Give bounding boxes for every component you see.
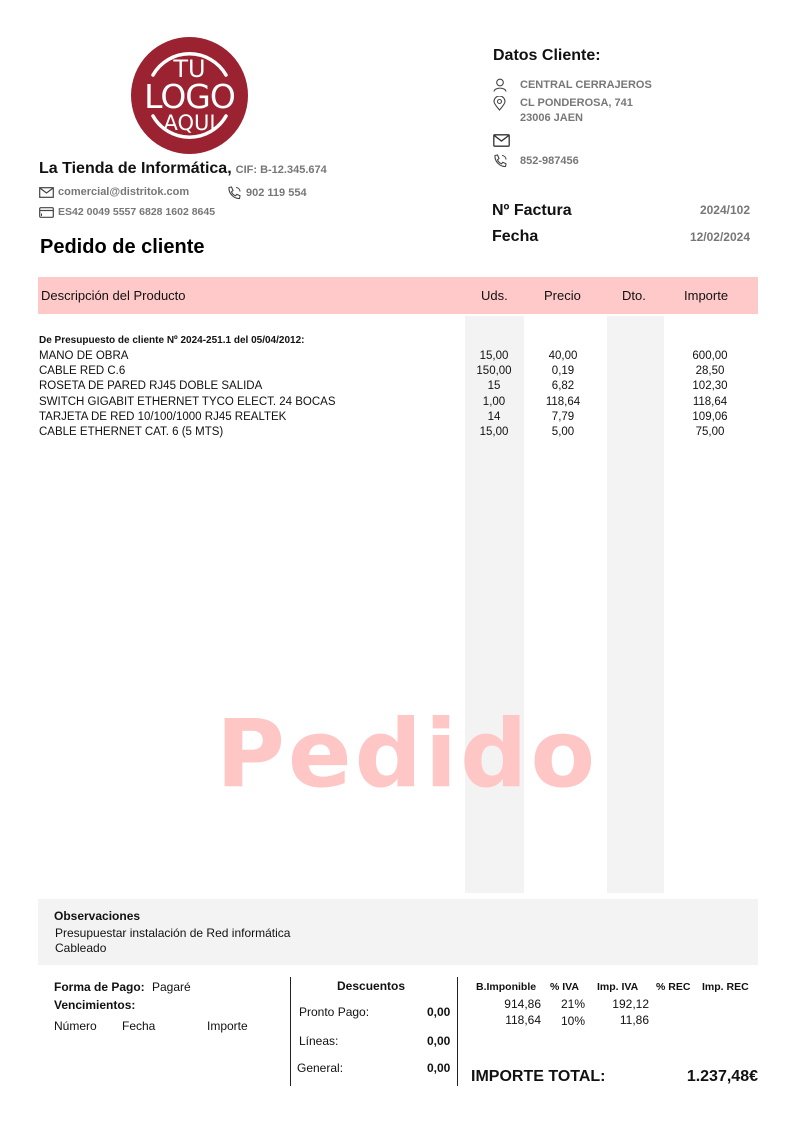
envelope-icon [493,134,510,147]
credit-card-icon [39,207,54,218]
row-amount: 75,00 [695,425,725,438]
tax-header-base: B.Imponible [476,981,537,993]
company-logo [131,37,248,154]
row-amount: 109,06 [692,410,728,423]
divider [290,977,291,1086]
tax-header-rec-amount: Imp. REC [702,981,749,993]
table-row [39,364,759,379]
company-iban [39,206,215,218]
company-phone[interactable] [227,186,307,200]
logo-text-line3: AQUI [163,111,216,135]
row-description: TARJETA DE RED 10/100/1000 RJ45 REALTEK [39,410,287,423]
tax-row-vat-pct: 21% [560,997,585,1011]
company-name [39,160,327,178]
client-phone: 852-987456 [520,155,579,167]
company-phone-text: 902 119 554 [246,187,307,199]
location-pin-icon [493,96,506,111]
phone-icon [227,186,242,200]
user-icon [493,78,507,92]
client-address-row [493,95,633,111]
table-header [38,277,758,314]
table-row [39,395,759,410]
discount-label-early-payment: Pronto Pago: [299,1005,370,1019]
date-label: Fecha [492,228,539,245]
row-price: 40,00 [548,350,578,362]
discount-value-general: 0,00 [427,1061,451,1075]
client-address-line1: CL PONDEROSA, 741 [520,97,633,109]
table-row [39,349,759,364]
table-row [39,425,759,440]
logo-text-line2: LOGO [144,77,235,116]
tax-row-vat-amount: 192,12 [612,997,649,1011]
row-price: 118,64 [545,395,581,408]
row-units: 150,00 [476,365,512,378]
discount-value-early-payment: 0,00 [427,1005,451,1019]
header-amount: Importe [684,288,729,303]
header-price: Precio [544,288,581,303]
tax-row-vat-pct: 10% [560,1014,585,1028]
row-units: 15 [487,380,501,393]
client-name-row [493,77,652,93]
row-description: CABLE RED C.6 [39,365,126,378]
row-description: CABLE ETHERNET CAT. 6 (5 MTS) [39,425,224,438]
tax-row-vat-amount: 11,86 [619,1013,649,1027]
header-description: Descripción del Producto [41,288,186,303]
discount-value-lines: 0,00 [427,1034,451,1048]
row-amount: 600,00 [692,350,728,362]
tax-row-base: 914,86 [504,997,541,1011]
row-description: SWITCH GIGABIT ETHERNET TYCO ELECT. 24 BOCAS [39,395,336,408]
invoice-date: 12/02/2024 [689,230,750,244]
row-amount: 118,64 [692,395,728,408]
row-price: 5,00 [551,425,575,438]
due-header-date: Fecha [122,1019,156,1033]
observation-line: Presupuestar instalación de Red informática [55,926,291,940]
total-value: 1.237,48€ [686,1068,758,1085]
tax-header-vat-amount: Imp. IVA [597,981,639,993]
invoice-number: 2024/102 [699,203,750,217]
due-header-number: Número [54,1019,97,1033]
row-units: 15,00 [479,350,509,362]
row-units: 14 [487,410,501,423]
row-description: MANO DE OBRA [39,350,129,362]
client-phone-row[interactable] [493,153,579,169]
tax-header-rec-pct: % REC [656,981,691,993]
company-email-text: comercial@distritok.com [58,186,190,198]
row-amount: 28,50 [695,365,725,378]
payment-method-label: Forma de Pago: [54,980,145,994]
row-price: 0,19 [551,365,575,378]
observation-line: Cableado [55,941,107,955]
client-section-title: Datos Cliente: [493,47,601,64]
due-dates-label: Vencimientos: [54,998,136,1012]
due-header-amount: Importe [207,1019,248,1033]
invoice-number-label: Nº Factura [492,202,572,219]
row-units: 15,00 [479,425,509,438]
tax-row-base: 118,64 [505,1013,541,1027]
row-price: 7,79 [551,410,575,423]
row-price: 6,82 [551,380,575,393]
table-body [39,349,759,440]
phone-icon [493,154,508,168]
row-amount: 102,30 [692,380,728,393]
row-description: ROSETA DE PARED RJ45 DOBLE SALIDA [39,380,263,393]
logo-text-line1: TU [173,55,206,83]
company-iban-text: ES42 0049 5557 6828 1602 8645 [58,206,216,218]
client-address-line2: 23006 JAEN [520,112,583,124]
company-name-text: La Tienda de Informática, [39,160,232,177]
company-email[interactable] [39,186,189,198]
watermark: Pedido [216,700,599,809]
client-name: CENTRAL CERRAJEROS [520,79,652,91]
total-label: IMPORTE TOTAL: [471,1068,606,1085]
envelope-icon [39,187,54,198]
row-units: 1,00 [482,395,506,408]
table-row [39,379,759,394]
header-discount: Dto. [622,288,646,303]
discount-label-lines: Líneas: [299,1034,339,1048]
reference-line: De Presupuesto de cliente Nº 2024-251.1 del 05/04/2012: [39,335,305,346]
client-email-row[interactable] [493,132,520,148]
discounts-title: Descuentos [337,979,406,993]
payment-method: Pagaré [152,980,191,994]
company-cif: CIF: B-12.345.674 [235,164,327,176]
header-units: Uds. [481,288,508,303]
observations-box [38,899,758,965]
observations-title: Observaciones [54,909,141,923]
tax-header-vat-pct: % IVA [550,981,579,993]
document-title: Pedido de cliente [40,236,205,258]
discount-label-general: General: [297,1061,344,1075]
divider [457,977,458,1086]
table-row [39,410,759,425]
